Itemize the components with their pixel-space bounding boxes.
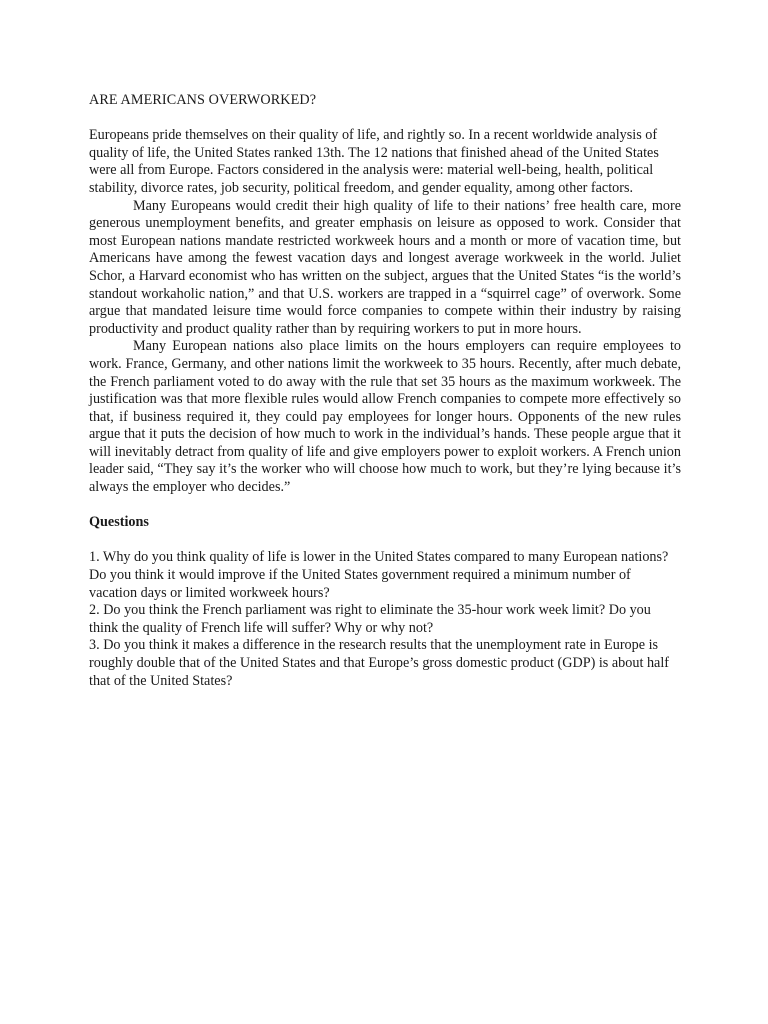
document-page bbox=[89, 92, 681, 690]
question-2: 2. Do you think the French parliament was right to eliminate the 35-hour work week limit? Do you think the quality of French life will suffer? Why or why not? bbox=[89, 602, 651, 636]
document-title: ARE AMERICANS OVERWORKED? bbox=[89, 92, 317, 108]
paragraph-intro: Europeans pride themselves on their quality of life, and rightly so. In a recent worldwide analysis of quality of life, the United States ranked 13th. The 12 nations that finished ahead of the United States were all from Europe. Factors considered in the analysis were: material well-being, health, political stability, divorce rates, job security, political freedom, and gender equality, among other factors. bbox=[89, 127, 659, 196]
paragraph-health-care: Many Europeans would credit their high quality of life to their nations’ free health care, more generous unemployment benefits, and greater emphasis on leisure as opposed to work. Consider that most European nations mandate restricted workweek hours and a month or more of vacation time, but Americans have among the fewest vacation days and longest average workweek in the world. Juliet Schor, a Harvard economist who has written on the subject, argues that the United States “is the world’s standout workaholic nation,” and that U.S. workers are trapped in a “squirrel cage” of overwork. Some argue that mandated leisure time would force companies to compete within their industry by raising productivity and product quality rather than by requiring workers to put in more hours. bbox=[89, 197, 681, 337]
question-1: 1. Why do you think quality of life is lower in the United States compared to many European nations? Do you think it would improve if the United States government required a minimum number of vacation days or limited workweek hours? bbox=[89, 549, 669, 601]
paragraph-workweek-limits: Many European nations also place limits on the hours employers can require employees to work. France, Germany, and other nations limit the workweek to 35 hours. Recently, after much debate, the French parliament voted to do away with the rule that set 35 hours as the maximum workweek. The justification was that more flexible rules would allow French companies to compete more effectively so that, if business required it, they could pay employees for longer hours. Opponents of the new rules argue that it puts the decision of how much to work in the individual’s hands. These people argue that it will inevitably detract from quality of life and give employers power to exploit workers. A French union leader said, “They say it’s the worker who will choose how much to work, but they’re lying because it’s always the employer who decides.” bbox=[89, 338, 681, 496]
questions-heading: Questions bbox=[89, 514, 149, 531]
question-3: 3. Do you think it makes a difference in the research results that the unemployment rate in Europe is roughly double that of the United States and that Europe’s gross domestic product (GDP) is about half that of the United States? bbox=[89, 637, 670, 689]
